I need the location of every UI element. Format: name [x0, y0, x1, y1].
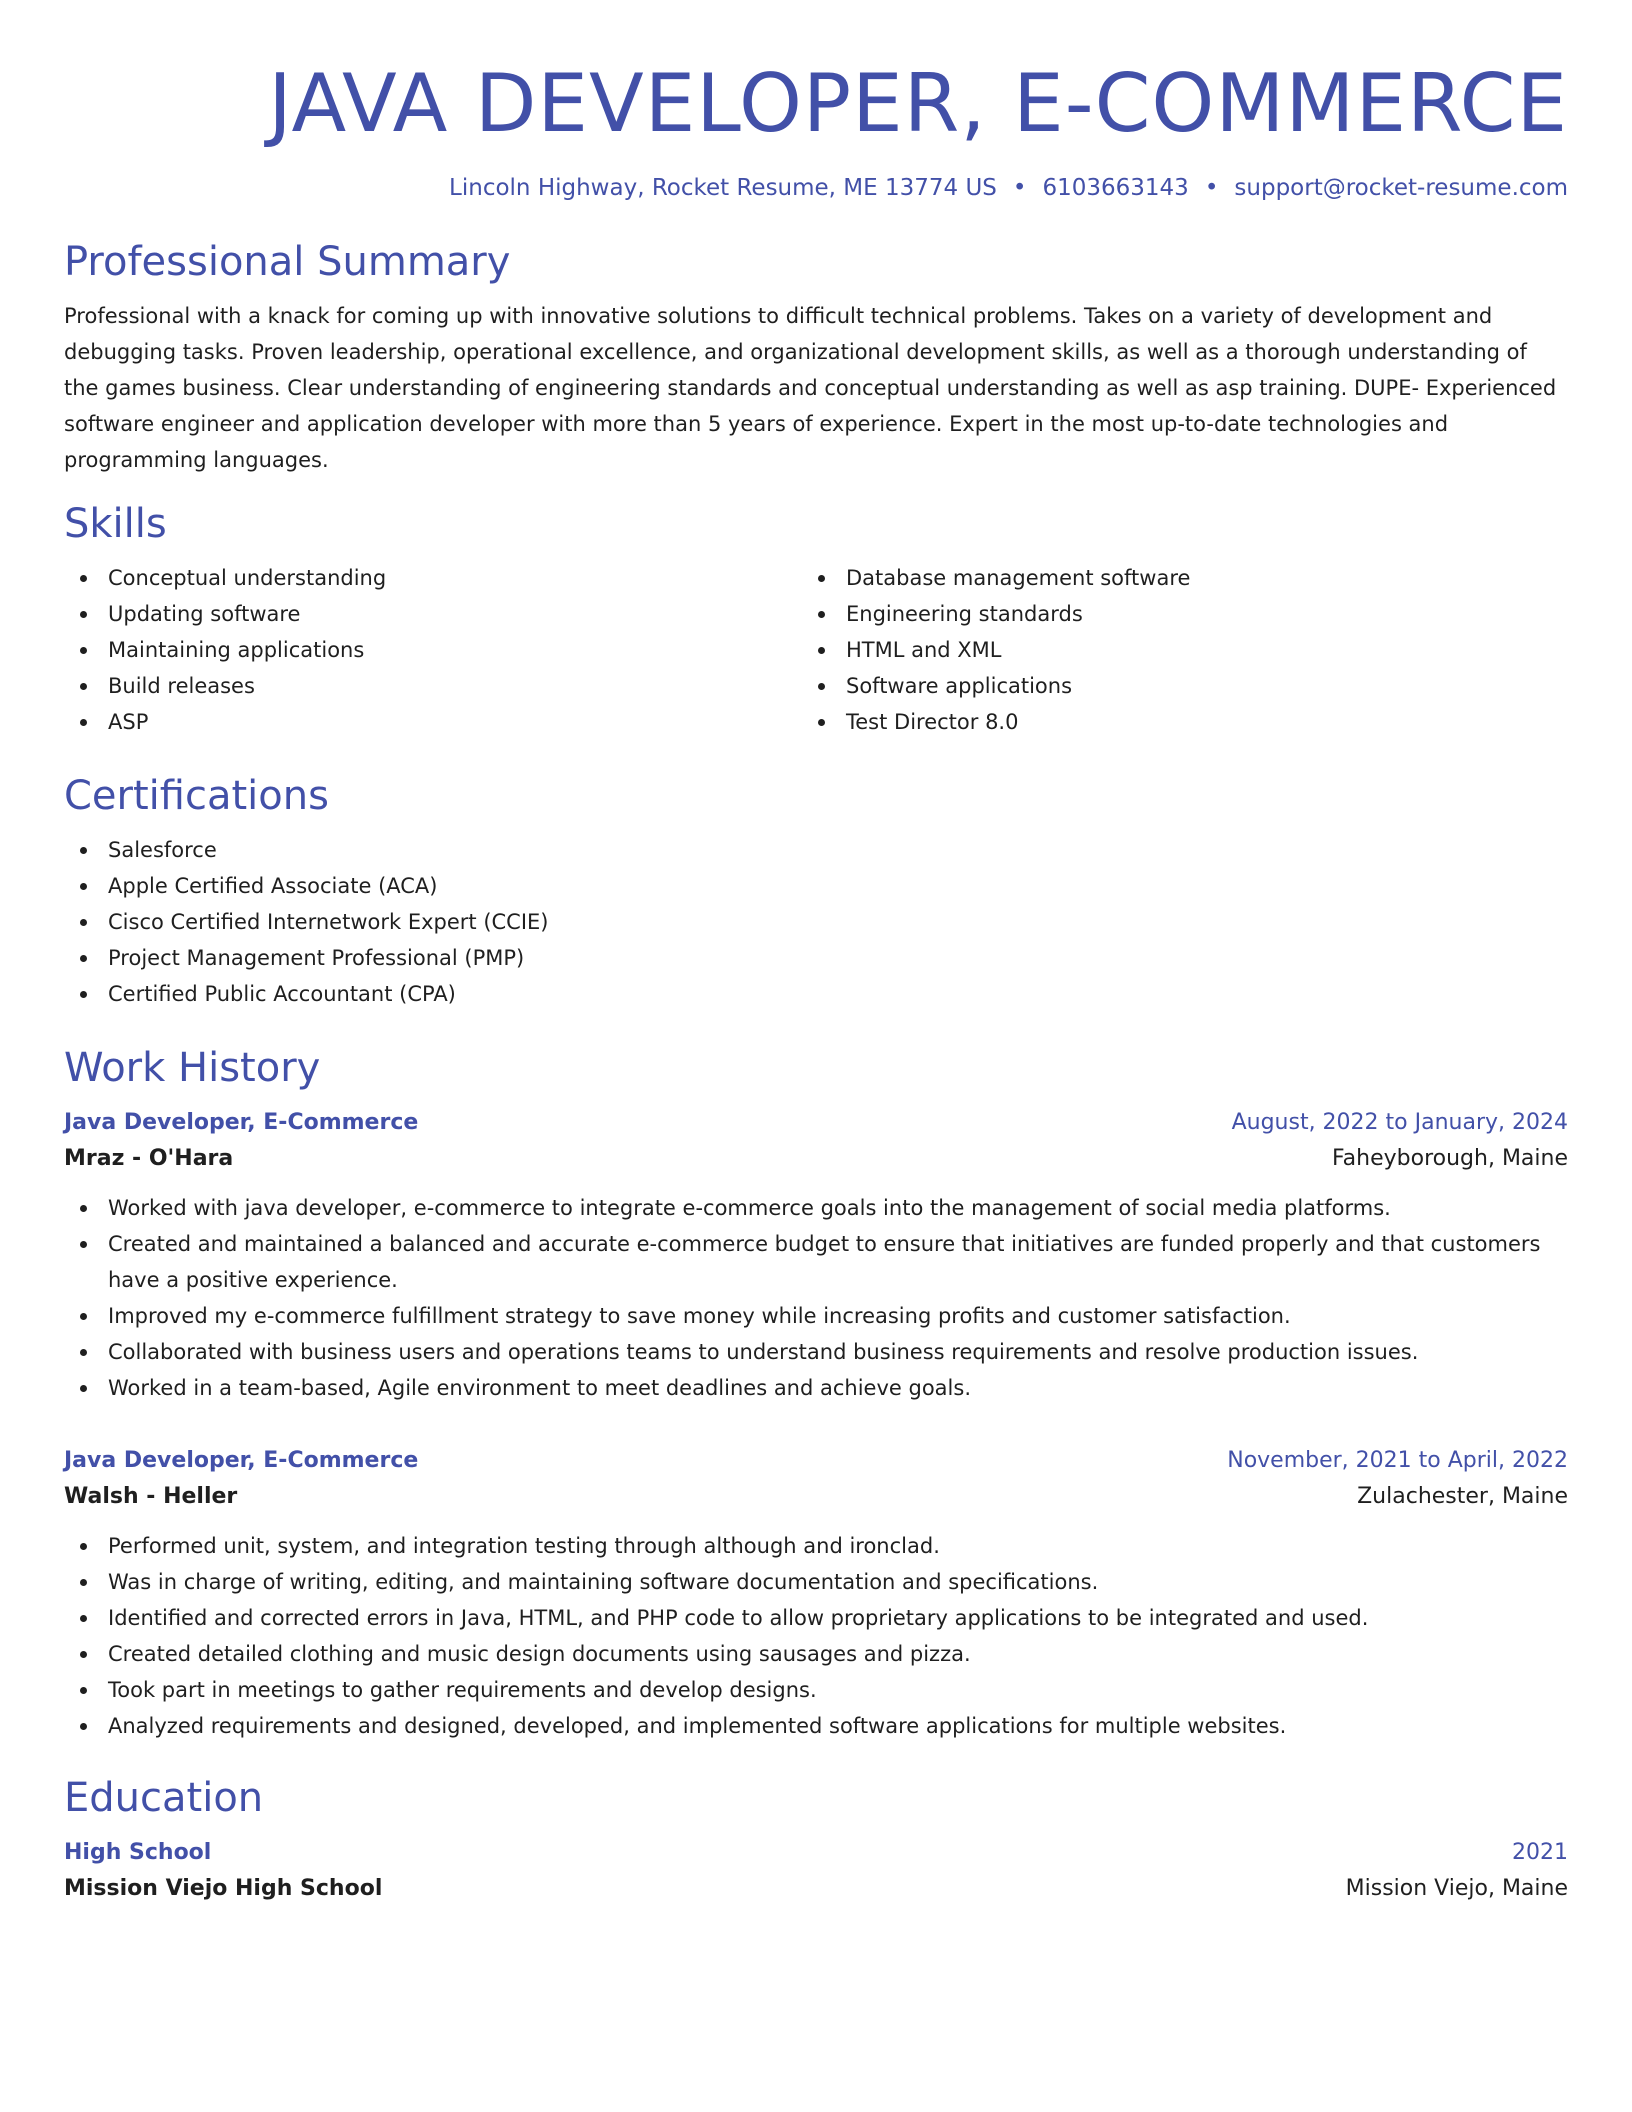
list-item: Engineering standards: [802, 596, 1540, 632]
job-entry: [64, 1444, 1568, 1744]
section-title-work-history: Work History: [64, 1045, 321, 1091]
job-title: Java Developer, E-Commerce: [64, 1448, 419, 1473]
job-title: Java Developer, E-Commerce: [64, 1110, 419, 1135]
education-degree: High School: [64, 1840, 212, 1865]
summary-text: Professional with a knack for coming up with innovative solutions to difficult technical problems. Takes on a variety of development and debugging tasks. Proven leadership, operational excellence, and organizational development skills, as well as a thorough understanding of the games business. Clear understanding of engineering standards and conceptual understanding as well as asp training. DUPE- Experienced software engineer and application developer with more than 5 years of experience. Expert in the most up-to-date technologies and programming languages.: [64, 304, 1557, 472]
list-item: Software applications: [802, 668, 1540, 704]
job-employer: Walsh - Heller: [64, 1484, 238, 1509]
list-item: Cisco Certified Internetwork Expert (CCIE): [64, 904, 1568, 940]
contact-separator: •: [1204, 175, 1219, 201]
skills-column-left: [64, 560, 802, 740]
resume-header: [64, 56, 1568, 204]
education-section: [64, 1772, 1568, 1908]
list-item: Took part in meetings to gather requirements and develop designs.: [64, 1672, 1568, 1708]
contact-address: Lincoln Highway, Rocket Resume, ME 13774 US: [449, 175, 997, 201]
certifications-list: [64, 832, 1568, 1012]
education-school-row: [64, 1870, 1568, 1908]
job-employer-row: [64, 1478, 1568, 1516]
skills-section: [64, 498, 1568, 740]
job-location: Faheyborough, Maine: [1332, 1146, 1568, 1171]
contact-separator: •: [1012, 175, 1027, 201]
contact-phone: 6103663143: [1042, 175, 1189, 201]
skills-column-right: [802, 560, 1540, 740]
list-item: HTML and XML: [802, 632, 1540, 668]
list-item: Analyzed requirements and designed, developed, and implemented software applications for multiple websites.: [64, 1708, 1568, 1744]
list-item: Project Management Professional (PMP): [64, 940, 1568, 976]
list-item: Apple Certified Associate (ACA): [64, 868, 1568, 904]
list-item: Updating software: [64, 596, 802, 632]
list-item: ASP: [64, 704, 802, 740]
education-school: Mission Viejo High School: [64, 1876, 383, 1901]
job-entry: [64, 1106, 1568, 1406]
section-title-education: Education: [64, 1775, 264, 1821]
list-item: Was in charge of writing, editing, and maintaining software documentation and specifications.: [64, 1564, 1568, 1600]
section-title-summary: Professional Summary: [64, 239, 511, 285]
list-item: Improved my e-commerce fulfillment strategy to save money while increasing profits and customer satisfaction.: [64, 1298, 1568, 1334]
list-item: Performed unit, system, and integration testing through although and ironclad.: [64, 1528, 1568, 1564]
list-item: Database management software: [802, 560, 1540, 596]
list-item: Certified Public Accountant (CPA): [64, 976, 1568, 1012]
job-employer-row: [64, 1140, 1568, 1178]
work-history-section: [64, 1042, 1568, 1744]
education-degree-row: [64, 1836, 1568, 1870]
job-location: Zulachester, Maine: [1357, 1484, 1568, 1509]
list-item: Salesforce: [64, 832, 1568, 868]
skills-list-left: [64, 560, 802, 740]
job-bullets: [64, 1528, 1568, 1744]
job-title-row: [64, 1444, 1568, 1478]
skills-grid: [64, 560, 1568, 740]
section-title-certifications: Certifications: [64, 773, 329, 819]
job-bullets: [64, 1190, 1568, 1406]
list-item: Created detailed clothing and music design documents using sausages and pizza.: [64, 1636, 1568, 1672]
list-item: Created and maintained a balanced and accurate e-commerce budget to ensure that initiatives are funded properly and that customers have a positive experience.: [64, 1226, 1568, 1298]
skills-list-right: [802, 560, 1540, 740]
list-item: Conceptual understanding: [64, 560, 802, 596]
contact-email: support@rocket-resume.com: [1234, 175, 1568, 201]
list-item: Collaborated with business users and operations teams to understand business requirements and resolve production issues.: [64, 1334, 1568, 1370]
summary-section: [64, 236, 1568, 478]
contact-line: [64, 172, 1568, 204]
list-item: Maintaining applications: [64, 632, 802, 668]
list-item: Worked in a team-based, Agile environment to meet deadlines and achieve goals.: [64, 1370, 1568, 1406]
list-item: Test Director 8.0: [802, 704, 1540, 740]
education-location: Mission Viejo, Maine: [1345, 1876, 1568, 1901]
education-year: 2021: [1512, 1840, 1568, 1865]
list-item: Worked with java developer, e-commerce to integrate e-commerce goals into the management of social media platforms.: [64, 1190, 1568, 1226]
list-item: Identified and corrected errors in Java, HTML, and PHP code to allow proprietary applications to be integrated and used.: [64, 1600, 1568, 1636]
education-entry: [64, 1836, 1568, 1908]
job-dates: November, 2021 to April, 2022: [1227, 1448, 1568, 1473]
job-title-row: [64, 1106, 1568, 1140]
list-item: Build releases: [64, 668, 802, 704]
certifications-section: [64, 770, 1568, 1012]
job-employer: Mraz - O'Hara: [64, 1146, 234, 1171]
candidate-name: JAVA DEVELOPER, E-COMMERCE: [268, 57, 1568, 150]
section-title-skills: Skills: [64, 501, 167, 547]
job-dates: August, 2022 to January, 2024: [1231, 1110, 1568, 1135]
